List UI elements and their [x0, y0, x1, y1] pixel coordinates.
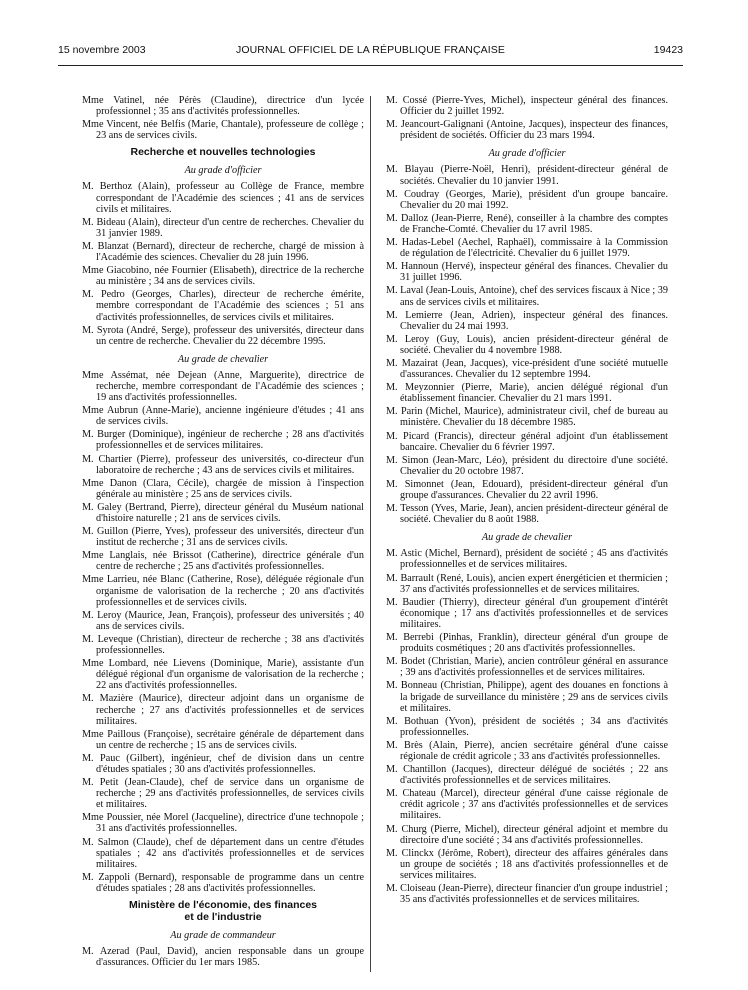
continued-entry-list [386, 95, 668, 141]
section-title-research: Recherche et nouvelles technologies [130, 146, 316, 159]
list-item: M. Tesson (Yves, Marie, Jean), ancien président-directeur général de société. Chevalier du 8 août 1988. [386, 503, 668, 526]
list-item: M. Bodet (Christian, Marie), ancien contrôleur général en assurance ; 39 ans d'activités professionnelles et de services militaires. [386, 656, 668, 679]
list-item: M. Leveque (Christian), directeur de recherche ; 38 ans d'activités professionnelles. [82, 633, 364, 657]
list-item: M. Picard (Francis), directeur général adjoint d'un établissement bancaire. Chevalier du 6 février 1997. [386, 430, 668, 453]
page-header [58, 44, 683, 60]
journal-title: JOURNAL OFFICIEL DE LA RÉPUBLIQUE FRANÇAISE [236, 44, 505, 56]
grade-heading-chevalier: Au grade de chevalier [481, 532, 573, 544]
list-item: M. Meyzonnier (Pierre, Marie), ancien délégué régional d'un établissement financier. Chevalier du 21 mars 1991. [386, 382, 668, 405]
list-item: Mme Vatinel, née Pérès (Claudine), directrice d'un lycée professionnel ; 35 ans d'activités professionnelles. [82, 95, 364, 118]
list-item: Mme Poussier, née Morel (Jacqueline), directrice d'une technopole ; 31 ans d'activités professionnelles. [82, 812, 364, 835]
right-column [386, 95, 668, 907]
research-chevalier-list [82, 370, 364, 894]
list-item: M. Baudier (Thierry), directeur général d'un groupement d'intérêt économique ; 17 ans d'activités professionnelles et de services militaires. [386, 596, 668, 630]
list-item: Mme Vincent, née Belfis (Marie, Chantale), professeure de collège ; 23 ans de services civils. [82, 119, 364, 142]
list-item: M. Laval (Jean-Louis, Antoine), chef des services fiscaux à Nice ; 39 ans de services civils et militaires. [386, 285, 668, 308]
list-item: M. Azerad (Paul, David), ancien responsable dans un groupe d'assurances. Officier du 1er mars 1985. [82, 946, 364, 969]
list-item: M. Galey (Bertrand, Pierre), directeur général du Muséum national d'histoire naturelle ; 21 ans de services civils. [82, 501, 364, 524]
list-item: M. Dalloz (Jean-Pierre, René), conseiller à la chambre des comptes de Franche-Comté. Chevalier du 17 avril 1985. [386, 212, 668, 235]
list-item: Mme Aubrun (Anne-Marie), ancienne ingénieure d'études ; 41 ans de services civils. [82, 405, 364, 428]
list-item: M. Burger (Dominique), ingénieur de recherche ; 28 ans d'activités professionnelles et de services militaires. [82, 429, 364, 452]
publication-date: 15 novembre 2003 [58, 44, 146, 56]
list-item: M. Chartier (Pierre), professeur des universités, co-directeur d'un laboratoire de recherche ; 43 ans de services civils et militaires. [82, 453, 364, 476]
section-title-economy-line1: Ministère de l'économie, des finances [128, 899, 318, 911]
list-item: M. Bideau (Alain), directeur d'un centre de recherches. Chevalier du 31 janvier 1989. [82, 216, 364, 239]
list-item: M. Berthoz (Alain), professeur au Collège de France, membre correspondant de l'Académie des sciences ; 41 ans de services civils et militaires. [82, 181, 364, 215]
economy-commandeur-list [82, 946, 364, 968]
section-title-economy [82, 899, 364, 923]
list-item: Mme Danon (Clara, Cécile), chargée de mission à l'inspection générale au ministère ; 25 ans de services civils. [82, 477, 364, 500]
list-item: M. Coudray (Georges, Marie), président d'un groupe bancaire. Chevalier du 20 mai 1992. [386, 188, 668, 211]
list-item: M. Cloiseau (Jean-Pierre), directeur financier d'un groupe industriel ; 35 ans d'activités professionnelles et de services militaires. [386, 883, 668, 906]
intro-entry-list [82, 95, 364, 141]
list-item: M. Brès (Alain, Pierre), ancien secrétaire général d'une caisse régionale de crédit agricole ; 33 ans d'activités professionnelles. [386, 739, 668, 762]
list-item: M. Mazairat (Jean, Jacques), vice-président d'une société mutuelle d'assurances. Chevalier du 12 septembre 1994. [386, 357, 668, 381]
economy-chevalier-list [386, 548, 668, 905]
list-item: M. Leroy (Guy, Louis), ancien président-directeur général de société. Chevalier du 4 novembre 1988. [386, 333, 668, 356]
list-item: M. Salmon (Claude), chef de département dans un centre d'études spatiales ; 42 ans d'activités professionnelles et de services militaires. [82, 836, 364, 870]
list-item: M. Zappoli (Bernard), responsable de programme dans un centre d'études spatiales ; 28 ans d'activités professionnelles. [82, 871, 364, 894]
list-item: Mme Larrieu, née Blanc (Catherine, Rose), déléguée régionale d'un organisme de valorisation de la recherche ; 20 ans d'activités professionnelles et de services civils. [82, 574, 364, 608]
column-divider [370, 96, 371, 972]
section-title-economy-line2: et de l'industrie [184, 911, 262, 923]
list-item: M. Simonnet (Jean, Edouard), président-directeur général d'un groupe d'assurances. Chevalier du 22 avril 1996. [386, 478, 668, 501]
header-rule [58, 65, 683, 66]
list-item: M. Bothuan (Yvon), président de sociétés ; 34 ans d'activités professionnelles. [386, 715, 668, 738]
list-item: Mme Giacobino, née Fournier (Elisabeth), directrice de la recherche au ministère ; 34 ans de services civils. [82, 265, 364, 288]
list-item: M. Syrota (André, Serge), professeur des universités, directeur dans un centre de recherche. Chevalier du 22 décembre 1995. [82, 324, 364, 347]
list-item: M. Leroy (Maurice, Jean, François), professeur des universités ; 40 ans de services civils. [82, 609, 364, 632]
list-item: M. Churg (Pierre, Michel), directeur général adjoint et membre du directoire d'une société ; 34 ans d'activités professionnelles. [386, 823, 668, 846]
list-item: M. Clinckx (Jérôme, Robert), directeur des affaires générales dans un groupe de sociétés ; 18 ans d'activités professionnelles et de services militaires. [386, 847, 668, 881]
list-item: M. Jeancourt-Galignani (Antoine, Jacques), inspecteur des finances, président de sociétés. Officier du 23 mars 1994. [386, 119, 668, 142]
grade-heading-commandeur: Au grade de commandeur [170, 930, 276, 941]
research-officier-list [82, 181, 364, 346]
list-item: M. Petit (Jean-Claude), chef de service dans un organisme de recherche ; 29 ans d'activités professionnelles, de services civils et militaires. [82, 777, 364, 811]
list-item: M. Barrault (René, Louis), ancien expert énergéticien et thermicien ; 37 ans d'activités professionnelles et de services militaires. [386, 572, 668, 595]
list-item: M. Blayau (Pierre-Noël, Henri), président-directeur général de sociétés. Chevalier du 10 janvier 1991. [386, 164, 668, 187]
grade-heading-officier: Au grade d'officier [488, 148, 566, 160]
list-item: M. Lemierre (Jean, Adrien), inspecteur général des finances. Chevalier du 24 mai 1993. [386, 309, 668, 332]
grade-heading-chevalier: Au grade de chevalier [177, 353, 269, 365]
page-number: 19423 [653, 44, 683, 56]
list-item: M. Simon (Jean-Marc, Léo), président du directoire d'une société. Chevalier du 20 octobre 1987. [386, 454, 668, 477]
list-item: M. Astic (Michel, Bernard), président de société ; 45 ans d'activités professionnelles et de services militaires. [386, 548, 668, 571]
list-item: M. Chantillon (Jacques), directeur délégué de sociétés ; 22 ans d'activités professionnelles et de services militaires. [386, 764, 668, 787]
list-item: M. Guillon (Pierre, Yves), professeur des universités, directeur d'un institut de recherche ; 31 ans de services civils. [82, 526, 364, 549]
left-column [82, 95, 364, 970]
list-item: M. Chateau (Marcel), directeur général d'une caisse régionale de crédit agricole ; 37 ans d'activités professionnelles et de services militaires. [386, 788, 668, 822]
economy-officier-list [386, 164, 668, 525]
list-item: M. Cossé (Pierre-Yves, Michel), inspecteur général des finances. Officier du 2 juillet 1992. [386, 95, 668, 118]
list-item: M. Pedro (Georges, Charles), directeur de recherche émérite, membre correspondant de l'Académie des sciences ; 51 ans d'activités professionnelles, de services civils et militaires. [82, 289, 364, 323]
list-item: M. Blanzat (Bernard), directeur de recherche, chargé de mission à l'Académie des sciences. Chevalier du 28 juin 1996. [82, 240, 364, 264]
list-item: Mme Lombard, née Lievens (Dominique, Marie), assistante d'un délégué régional d'un organisme de valorisation de la recherche ; 22 ans d'activités professionnelles. [82, 658, 364, 692]
list-item: Mme Langlais, née Brissot (Catherine), directrice générale d'un centre de recherche ; 25 ans d'activités professionnelles. [82, 550, 364, 573]
list-item: M. Hannoun (Hervé), inspecteur général des finances. Chevalier du 31 juillet 1996. [386, 261, 668, 284]
list-item: M. Parin (Michel, Maurice), administrateur civil, chef de bureau au ministère. Chevalier du 18 décembre 1985. [386, 406, 668, 429]
list-item: M. Pauc (Gilbert), ingénieur, chef de division dans un centre d'études spatiales ; 30 ans d'activités professionnelles. [82, 752, 364, 775]
list-item: M. Berrebi (Pinhas, Franklin), directeur général d'un groupe de produits cosmétiques ; 20 ans d'activités professionnelles. [386, 632, 668, 655]
list-item: M. Mazière (Maurice), directeur adjoint dans un organisme de recherche ; 27 ans d'activités professionnelles et de services militaires. [82, 693, 364, 727]
list-item: M. Bonneau (Christian, Philippe), agent des douanes en fonctions à la brigade de surveillance du ministère ; 29 ans de services civils et militaires. [386, 680, 668, 714]
list-item: M. Hadas-Lebel (Aechel, Raphaël), commissaire à la Commission de régulation de l'électricité. Chevalier du 6 juillet 1979. [386, 237, 668, 260]
grade-heading-officier: Au grade d'officier [184, 165, 262, 177]
list-item: Mme Assémat, née Dejean (Anne, Marguerite), directrice de recherche, membre correspondant de l'Académie des sciences ; 19 ans d'activités professionnelles. [82, 369, 364, 404]
list-item: Mme Paillous (Françoise), secrétaire générale de département dans un centre de recherche ; 15 ans de services civils. [82, 728, 364, 751]
